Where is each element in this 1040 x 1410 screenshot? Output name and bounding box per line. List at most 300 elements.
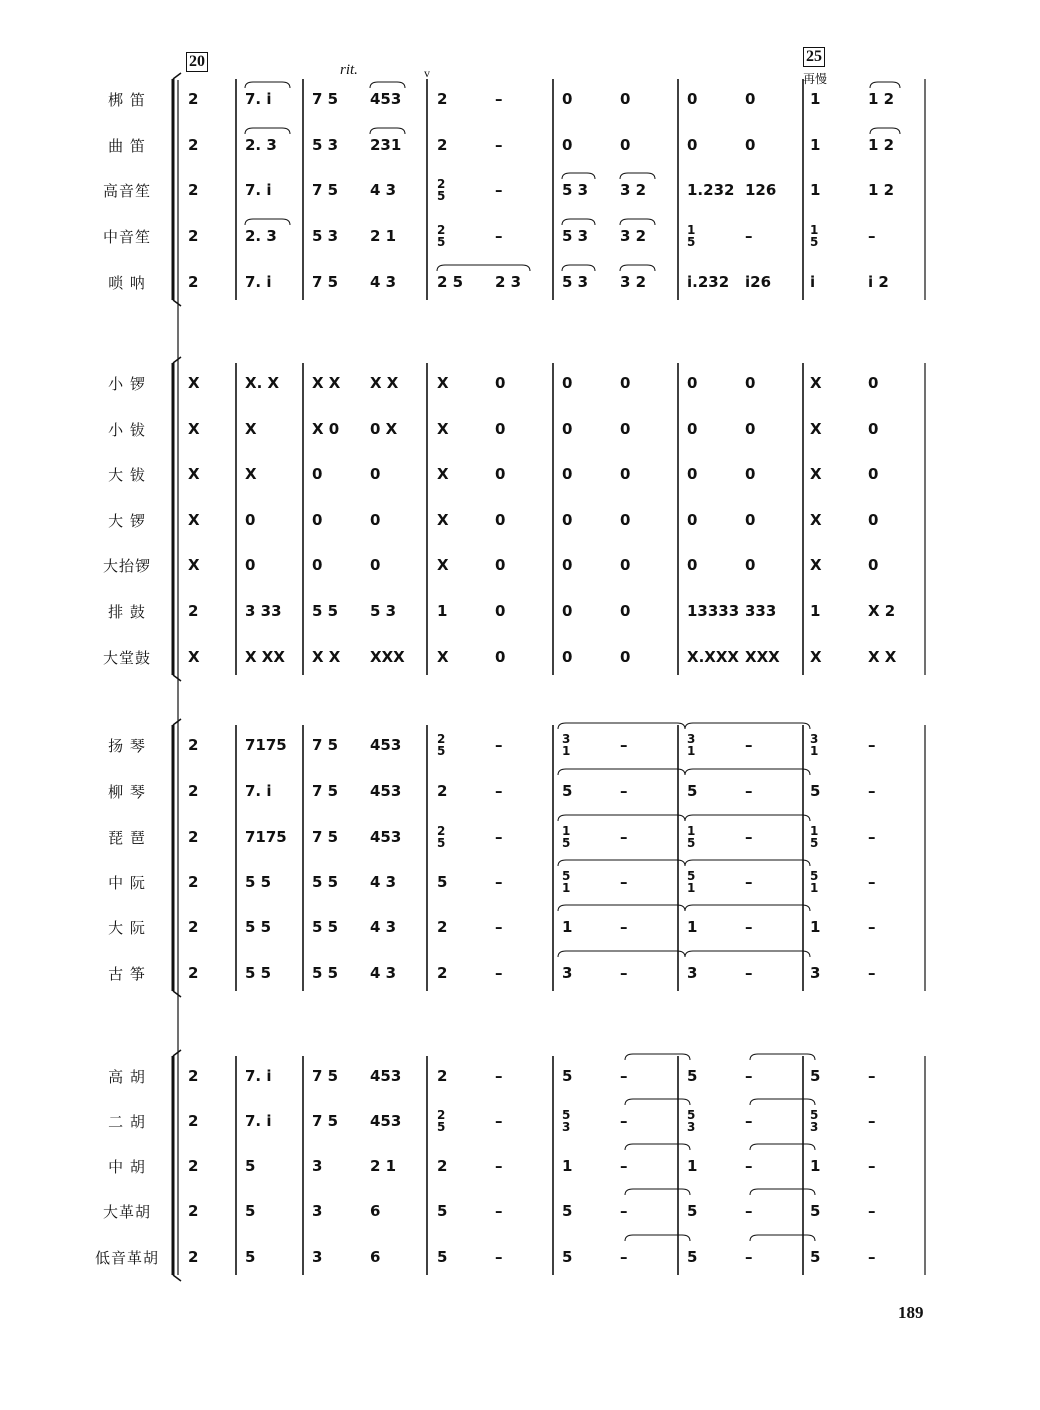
- instrument-name: 高音笙: [102, 182, 151, 200]
- instrument-name: 大堂鼓: [102, 649, 151, 667]
- slur: [245, 219, 290, 225]
- note-cell: i: [810, 273, 816, 291]
- note-cell: 0: [370, 465, 381, 483]
- note-cell: 4 3: [370, 873, 397, 891]
- note-cell: 0: [868, 465, 879, 483]
- instrument-name: 大革胡: [102, 1203, 151, 1221]
- note-cell: 7 5: [312, 1067, 339, 1085]
- note-cell: X X: [312, 648, 341, 666]
- instrument-name: 排 鼓: [108, 603, 146, 621]
- note-cell: X X: [370, 374, 399, 392]
- note-cell: 0: [745, 511, 756, 529]
- note-cell: 5: [687, 1202, 698, 1220]
- note-cell: 3: [312, 1157, 323, 1175]
- note-cell: –: [620, 918, 628, 936]
- note-cell: 2 1: [370, 1157, 397, 1175]
- group-bracket-hook: [173, 719, 181, 725]
- note-cell: 333: [745, 602, 777, 620]
- note-cell: –: [620, 873, 628, 891]
- note-cell: 0: [495, 648, 506, 666]
- note-cell: 2 5: [437, 223, 446, 249]
- note-cell: 2. 3: [245, 227, 277, 245]
- group-bracket-hook: [173, 300, 181, 306]
- note-cell: –: [745, 1067, 753, 1085]
- note-cell: 3 1: [562, 732, 571, 758]
- note-cell: 2: [188, 828, 199, 846]
- note-cell: 2: [437, 90, 448, 108]
- note-cell: –: [495, 1112, 503, 1130]
- note-cell: 231: [370, 136, 402, 154]
- note-cell: X X: [312, 374, 341, 392]
- note-cell: 1 5: [687, 223, 696, 249]
- note-cell: 7 5: [312, 90, 339, 108]
- note-cell: –: [495, 828, 503, 846]
- note-cell: 2: [188, 1248, 199, 1266]
- slur: [245, 128, 290, 134]
- note-cell: 0: [687, 374, 698, 392]
- note-cell: 0: [562, 420, 573, 438]
- instrument-name: 扬 琴: [108, 737, 146, 755]
- rehearsal-mark-20: 20: [186, 52, 208, 72]
- slur: [562, 265, 595, 271]
- note-cell: 5 3: [562, 181, 589, 199]
- note-cell: 5 5: [312, 964, 339, 982]
- note-cell: –: [868, 1202, 876, 1220]
- note-cell: 0: [868, 556, 879, 574]
- instrument-name: 唢 呐: [108, 274, 146, 292]
- note-cell: –: [868, 873, 876, 891]
- note-cell: –: [620, 1112, 628, 1130]
- tempo-marking: 再慢: [803, 72, 828, 86]
- note-cell: –: [868, 1112, 876, 1130]
- rit-marking: rit.: [340, 62, 358, 78]
- note-cell: –: [495, 1157, 503, 1175]
- note-cell: X: [188, 374, 200, 392]
- note-cell: 0: [562, 136, 573, 154]
- note-cell: 453: [370, 90, 402, 108]
- note-cell: 0: [687, 465, 698, 483]
- note-cell: –: [495, 90, 503, 108]
- note-cell: 5: [437, 1202, 448, 1220]
- note-cell: 1: [562, 918, 573, 936]
- instrument-name: 中 胡: [108, 1158, 146, 1176]
- group-bracket-hook: [173, 357, 181, 363]
- note-cell: 1 5: [810, 223, 819, 249]
- note-cell: 0: [745, 374, 756, 392]
- note-cell: i.232: [687, 273, 730, 291]
- note-cell: X: [188, 465, 200, 483]
- note-cell: 1: [437, 602, 448, 620]
- note-cell: 6: [370, 1202, 381, 1220]
- note-cell: 5: [562, 782, 573, 800]
- note-cell: 0: [868, 511, 879, 529]
- instrument-name: 大抬锣: [102, 557, 151, 575]
- note-cell: 4 3: [370, 273, 397, 291]
- note-cell: X: [437, 511, 449, 529]
- note-cell: 1: [562, 1157, 573, 1175]
- note-cell: 2: [188, 736, 199, 754]
- note-cell: –: [495, 1248, 503, 1266]
- note-cell: 5: [245, 1202, 256, 1220]
- tie-arc: [625, 1054, 690, 1060]
- note-cell: 5: [437, 1248, 448, 1266]
- note-cell: X: [245, 420, 257, 438]
- slur: [562, 219, 595, 225]
- note-cell: 5: [687, 782, 698, 800]
- note-cell: 5: [562, 1202, 573, 1220]
- note-cell: 1 5: [562, 824, 571, 850]
- note-cell: 2: [437, 1157, 448, 1175]
- instrument-name: 中音笙: [102, 228, 151, 246]
- tie-arc: [685, 951, 810, 957]
- note-cell: 453: [370, 828, 402, 846]
- note-cell: 5 5: [245, 964, 272, 982]
- note-cell: 1 2: [868, 181, 895, 199]
- note-cell: –: [620, 782, 628, 800]
- note-cell: 7 5: [312, 181, 339, 199]
- note-cell: 5 3: [312, 136, 339, 154]
- tie-arc: [685, 860, 810, 866]
- note-cell: 5 5: [245, 873, 272, 891]
- note-cell: 3 2: [620, 273, 647, 291]
- note-cell: 7. i: [245, 181, 272, 199]
- note-cell: 1 2: [868, 90, 895, 108]
- note-cell: 0: [868, 374, 879, 392]
- tie-arc: [750, 1099, 815, 1105]
- note-cell: –: [495, 873, 503, 891]
- note-cell: 0: [370, 556, 381, 574]
- note-cell: 5 3: [562, 273, 589, 291]
- note-cell: 2: [188, 1202, 199, 1220]
- note-cell: –: [620, 964, 628, 982]
- instrument-name: 中 阮: [108, 874, 146, 892]
- note-cell: 4 3: [370, 181, 397, 199]
- note-cell: 13333: [687, 602, 740, 620]
- note-cell: 1 5: [687, 824, 696, 850]
- note-cell: X 2: [868, 602, 896, 620]
- note-cell: –: [495, 227, 503, 245]
- note-cell: 7 5: [312, 1112, 339, 1130]
- note-cell: X: [188, 511, 200, 529]
- tie-arc: [558, 723, 685, 729]
- note-cell: 5 5: [312, 918, 339, 936]
- note-cell: –: [745, 227, 753, 245]
- note-cell: 3 1: [810, 732, 819, 758]
- note-cell: 0: [687, 420, 698, 438]
- note-cell: 2: [188, 136, 199, 154]
- tie-arc: [558, 860, 685, 866]
- note-cell: 0: [745, 465, 756, 483]
- tie-arc: [685, 905, 810, 911]
- note-cell: XXX: [370, 648, 405, 666]
- note-cell: i26: [745, 273, 772, 291]
- note-cell: –: [495, 181, 503, 199]
- note-cell: 5: [245, 1248, 256, 1266]
- note-cell: 7 5: [312, 782, 339, 800]
- note-cell: X: [437, 420, 449, 438]
- note-cell: 0: [245, 511, 256, 529]
- note-cell: 2: [188, 782, 199, 800]
- note-cell: –: [495, 736, 503, 754]
- note-cell: 0: [687, 556, 698, 574]
- note-cell: 0: [868, 420, 879, 438]
- note-cell: –: [868, 918, 876, 936]
- tie-arc: [685, 723, 810, 729]
- note-cell: X: [810, 648, 822, 666]
- tie-arc: [558, 769, 685, 775]
- note-cell: 2: [437, 782, 448, 800]
- note-cell: X: [188, 420, 200, 438]
- note-cell: 1: [810, 181, 821, 199]
- slur: [245, 82, 290, 88]
- slur: [870, 82, 900, 88]
- note-cell: 5: [245, 1157, 256, 1175]
- instrument-name: 高 胡: [108, 1068, 146, 1086]
- instrument-name: 柳 琴: [108, 783, 146, 801]
- note-cell: 0: [312, 465, 323, 483]
- note-cell: 1: [810, 136, 821, 154]
- rehearsal-mark-25: 25: [803, 47, 825, 67]
- note-cell: X: [188, 556, 200, 574]
- note-cell: X.XXX: [687, 648, 739, 666]
- note-cell: X: [245, 465, 257, 483]
- note-cell: 5 3: [810, 1108, 819, 1134]
- note-cell: –: [620, 736, 628, 754]
- tie-arc: [750, 1235, 815, 1241]
- note-cell: 2: [188, 227, 199, 245]
- note-cell: 453: [370, 736, 402, 754]
- note-cell: 5 1: [810, 869, 819, 895]
- group-bracket-hook: [173, 73, 181, 79]
- tie-arc: [625, 1235, 690, 1241]
- note-cell: 5 3: [562, 227, 589, 245]
- note-cell: 0: [620, 374, 631, 392]
- note-cell: X: [437, 374, 449, 392]
- instrument-name: 大 阮: [108, 919, 146, 937]
- note-cell: –: [620, 1202, 628, 1220]
- note-cell: 0: [620, 90, 631, 108]
- note-cell: 5: [810, 1067, 821, 1085]
- tie-arc: [750, 1054, 815, 1060]
- note-cell: 126: [745, 181, 777, 199]
- note-cell: 0: [562, 465, 573, 483]
- note-cell: 0: [620, 556, 631, 574]
- note-cell: 2: [437, 1067, 448, 1085]
- note-cell: –: [868, 782, 876, 800]
- tie-arc: [750, 1189, 815, 1195]
- note-cell: X 0: [312, 420, 340, 438]
- note-cell: 0: [562, 90, 573, 108]
- note-cell: 3: [312, 1248, 323, 1266]
- note-cell: 0: [745, 136, 756, 154]
- note-cell: 0: [745, 556, 756, 574]
- note-cell: 5: [562, 1248, 573, 1266]
- note-cell: 7. i: [245, 782, 272, 800]
- note-cell: 3 1: [687, 732, 696, 758]
- note-cell: 2: [188, 1157, 199, 1175]
- group-bracket-hook: [173, 1275, 181, 1281]
- note-cell: –: [868, 1157, 876, 1175]
- note-cell: 2: [188, 602, 199, 620]
- note-cell: 2: [188, 964, 199, 982]
- slur: [620, 173, 655, 179]
- note-cell: –: [745, 736, 753, 754]
- note-cell: 1.232: [687, 181, 735, 199]
- note-cell: –: [745, 1202, 753, 1220]
- note-cell: –: [620, 1157, 628, 1175]
- note-cell: –: [745, 918, 753, 936]
- note-cell: –: [745, 1112, 753, 1130]
- note-cell: X: [810, 465, 822, 483]
- note-cell: 2: [437, 964, 448, 982]
- note-cell: X: [437, 556, 449, 574]
- accent-mark: v: [424, 66, 430, 80]
- note-cell: –: [868, 964, 876, 982]
- note-cell: 0: [620, 465, 631, 483]
- tie-arc: [558, 905, 685, 911]
- note-cell: –: [495, 1202, 503, 1220]
- note-cell: 7. i: [245, 1112, 272, 1130]
- note-cell: 5 3: [687, 1108, 696, 1134]
- note-cell: 2: [188, 1112, 199, 1130]
- note-cell: 0: [312, 556, 323, 574]
- instrument-name: 大 锣: [108, 512, 146, 530]
- note-cell: 2 5: [437, 273, 464, 291]
- tie-arc: [558, 815, 685, 821]
- note-cell: 4 3: [370, 964, 397, 982]
- note-cell: –: [620, 1067, 628, 1085]
- note-cell: 7. i: [245, 1067, 272, 1085]
- note-cell: 3 2: [620, 227, 647, 245]
- note-cell: 2: [188, 1067, 199, 1085]
- note-cell: 5: [687, 1067, 698, 1085]
- tie-arc: [625, 1189, 690, 1195]
- slur: [437, 265, 530, 271]
- note-cell: 7175: [245, 736, 287, 754]
- slur: [370, 82, 405, 88]
- note-cell: 0: [562, 511, 573, 529]
- note-cell: 5 3: [370, 602, 397, 620]
- note-cell: 0: [620, 648, 631, 666]
- note-cell: 5 5: [245, 918, 272, 936]
- note-cell: 5 5: [312, 602, 339, 620]
- tie-arc: [625, 1144, 690, 1150]
- note-cell: XXX: [745, 648, 780, 666]
- group-bracket-hook: [173, 675, 181, 681]
- note-cell: –: [495, 136, 503, 154]
- note-cell: 0: [745, 90, 756, 108]
- note-cell: 4 3: [370, 918, 397, 936]
- note-cell: 0 X: [370, 420, 398, 438]
- note-cell: 0: [687, 90, 698, 108]
- note-cell: 0: [620, 511, 631, 529]
- note-cell: 0: [370, 511, 381, 529]
- note-cell: 5: [810, 1248, 821, 1266]
- note-cell: –: [495, 964, 503, 982]
- note-cell: 1 5: [810, 824, 819, 850]
- tie-arc: [685, 769, 810, 775]
- note-cell: –: [745, 873, 753, 891]
- note-cell: 3: [687, 964, 698, 982]
- note-cell: 0: [495, 465, 506, 483]
- note-cell: 3 2: [620, 181, 647, 199]
- tie-arc: [558, 951, 685, 957]
- note-cell: 0: [562, 648, 573, 666]
- note-cell: 5: [437, 873, 448, 891]
- note-cell: 0: [620, 136, 631, 154]
- note-cell: 5 3: [562, 1108, 571, 1134]
- note-cell: –: [495, 918, 503, 936]
- note-cell: 0: [745, 420, 756, 438]
- note-cell: –: [495, 782, 503, 800]
- note-cell: 1: [810, 1157, 821, 1175]
- note-cell: 1: [687, 918, 698, 936]
- note-cell: X: [810, 374, 822, 392]
- note-cell: i 2: [868, 273, 889, 291]
- note-cell: 2 5: [437, 732, 446, 758]
- note-cell: X: [437, 465, 449, 483]
- note-cell: 2 5: [437, 1108, 446, 1134]
- slur: [870, 128, 900, 134]
- note-cell: 0: [495, 602, 506, 620]
- group-bracket-hook: [173, 1050, 181, 1056]
- note-cell: –: [620, 1248, 628, 1266]
- note-cell: 453: [370, 782, 402, 800]
- note-cell: 3: [810, 964, 821, 982]
- note-cell: 2. 3: [245, 136, 277, 154]
- note-cell: 5: [687, 1248, 698, 1266]
- note-cell: 3: [312, 1202, 323, 1220]
- note-cell: 7 5: [312, 736, 339, 754]
- note-cell: 2: [188, 273, 199, 291]
- note-cell: X: [437, 648, 449, 666]
- tie-arc: [625, 1099, 690, 1105]
- note-cell: 5 1: [687, 869, 696, 895]
- note-cell: –: [745, 1157, 753, 1175]
- note-cell: 1: [687, 1157, 698, 1175]
- note-cell: 5: [810, 782, 821, 800]
- note-cell: 1: [810, 602, 821, 620]
- note-cell: 5 3: [312, 227, 339, 245]
- note-cell: 2: [188, 918, 199, 936]
- page-number: 189: [898, 1303, 924, 1322]
- slur: [620, 219, 655, 225]
- note-cell: 2 5: [437, 824, 446, 850]
- instrument-name: 琵 琶: [108, 829, 146, 847]
- note-cell: 453: [370, 1112, 402, 1130]
- note-cell: 0: [562, 374, 573, 392]
- note-cell: 0: [495, 511, 506, 529]
- note-cell: 7 5: [312, 828, 339, 846]
- note-cell: 0: [687, 511, 698, 529]
- note-cell: 2: [188, 181, 199, 199]
- note-cell: –: [868, 1248, 876, 1266]
- tie-arc: [685, 815, 810, 821]
- note-cell: 0: [562, 556, 573, 574]
- instrument-name: 小 锣: [108, 375, 146, 393]
- note-cell: –: [868, 1067, 876, 1085]
- note-cell: 2: [188, 90, 199, 108]
- note-cell: 0: [562, 602, 573, 620]
- note-cell: 5 1: [562, 869, 571, 895]
- note-cell: 2 3: [495, 273, 522, 291]
- note-cell: –: [745, 828, 753, 846]
- note-cell: 0: [495, 374, 506, 392]
- instrument-name: 低音革胡: [94, 1249, 159, 1267]
- note-cell: 2: [188, 873, 199, 891]
- note-cell: 0: [495, 556, 506, 574]
- slur: [620, 265, 655, 271]
